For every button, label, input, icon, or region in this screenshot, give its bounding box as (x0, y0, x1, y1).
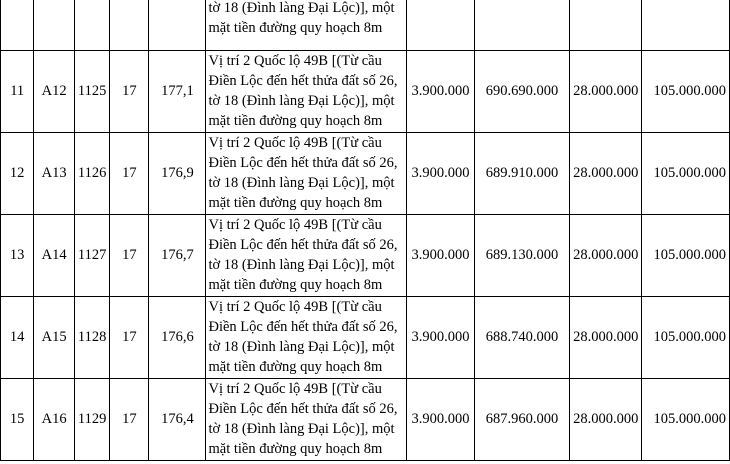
fee-a-cell: 28.000.000 (570, 379, 642, 461)
location-line: mặt tiền đường quy hoạch 8m (208, 113, 383, 129)
location-line: mặt tiền đường quy hoạch 8m (208, 359, 383, 375)
fee-b-cell (642, 0, 730, 51)
fee-b-cell: 105.000.000 (642, 379, 730, 461)
total-cell: 690.690.000 (474, 51, 569, 133)
total-cell: 689.910.000 (474, 133, 569, 215)
table-row (1, 215, 730, 297)
table-row (1, 379, 730, 461)
parcel-cell: 1128 (74, 297, 109, 379)
location-line: tờ 18 (Đình làng Đại Lộc)], một (208, 175, 395, 191)
stt-cell (1, 0, 34, 51)
location-line: Điền Lộc đến hết thửa đất số 26, (208, 401, 398, 417)
map-sheet-cell: 17 (110, 51, 149, 133)
parcel-cell (74, 0, 109, 51)
fee-b-cell: 105.000.000 (642, 51, 730, 133)
lot-cell: A15 (34, 297, 75, 379)
unit-price-cell: 3.900.000 (407, 379, 475, 461)
location-line: tờ 18 (Đình làng Đại Lộc)], một (208, 421, 395, 437)
unit-price-cell: 3.900.000 (407, 51, 475, 133)
location-cell (206, 215, 407, 297)
location-cell (206, 379, 407, 461)
fee-a-cell (570, 0, 642, 51)
unit-price-cell: 3.900.000 (407, 215, 475, 297)
location-line: mặt tiền đường quy hoạch 8m (208, 441, 383, 457)
table-row (1, 51, 730, 133)
fee-b-cell: 105.000.000 (642, 215, 730, 297)
map-sheet-cell: 17 (110, 133, 149, 215)
location-cell (206, 133, 407, 215)
location-cell (206, 297, 407, 379)
location-line: Điền Lộc đến hết thửa đất số 26, (208, 155, 398, 171)
lot-cell: A16 (34, 379, 75, 461)
table-row-fragment (1, 0, 730, 51)
total-cell: 688.740.000 (474, 297, 569, 379)
location-cell (206, 51, 407, 133)
location-line: mặt tiền đường quy hoạch 8m (208, 277, 383, 293)
location-line: Vị trí 2 Quốc lộ 49B [(Từ cầu (208, 135, 382, 151)
location-line: Vị trí 2 Quốc lộ 49B [(Từ cầu (208, 381, 382, 397)
map-sheet-cell: 17 (110, 215, 149, 297)
lot-cell (34, 0, 75, 51)
stt-cell: 13 (1, 215, 34, 297)
stt-cell: 14 (1, 297, 34, 379)
location-line: tờ 18 (Đình làng Đại Lộc)], một (208, 0, 395, 16)
fee-a-cell: 28.000.000 (570, 215, 642, 297)
area-cell: 176,4 (149, 379, 206, 461)
parcel-cell: 1127 (74, 215, 109, 297)
lot-cell: A13 (34, 133, 75, 215)
lot-cell: A14 (34, 215, 75, 297)
total-cell: 689.130.000 (474, 215, 569, 297)
area-cell: 176,9 (149, 133, 206, 215)
unit-price-cell: 3.900.000 (407, 297, 475, 379)
location-line: Vị trí 2 Quốc lộ 49B [(Từ cầu (208, 217, 382, 233)
location-line: mặt tiền đường quy hoạch 8m (208, 195, 383, 211)
stt-cell: 11 (1, 51, 34, 133)
location-line: tờ 18 (Đình làng Đại Lộc)], một (208, 339, 395, 355)
area-cell: 176,6 (149, 297, 206, 379)
location-line: tờ 18 (Đình làng Đại Lộc)], một (208, 93, 395, 109)
area-cell: 177,1 (149, 51, 206, 133)
map-sheet-cell: 17 (110, 297, 149, 379)
table-row (1, 133, 730, 215)
lot-cell: A12 (34, 51, 75, 133)
total-cell: 687.960.000 (474, 379, 569, 461)
location-cell (206, 0, 407, 51)
table-row (1, 297, 730, 379)
location-line: tờ 18 (Đình làng Đại Lộc)], một (208, 257, 395, 273)
fee-a-cell: 28.000.000 (570, 297, 642, 379)
fee-b-cell: 105.000.000 (642, 133, 730, 215)
stt-cell: 12 (1, 133, 34, 215)
map-sheet-cell (110, 0, 149, 51)
unit-price-cell: 3.900.000 (407, 133, 475, 215)
fee-a-cell: 28.000.000 (570, 51, 642, 133)
fee-b-cell: 105.000.000 (642, 297, 730, 379)
total-cell (474, 0, 569, 51)
parcel-cell: 1126 (74, 133, 109, 215)
location-line: Vị trí 2 Quốc lộ 49B [(Từ cầu (208, 53, 382, 69)
location-line: mặt tiền đường quy hoạch 8m (208, 20, 383, 36)
location-line: Điền Lộc đến hết thửa đất số 26, (208, 237, 398, 253)
location-line: Vị trí 2 Quốc lộ 49B [(Từ cầu (208, 299, 382, 315)
unit-price-cell (407, 0, 475, 51)
area-cell (149, 0, 206, 51)
area-cell: 176,7 (149, 215, 206, 297)
parcel-cell: 1129 (74, 379, 109, 461)
map-sheet-cell: 17 (110, 379, 149, 461)
fee-a-cell: 28.000.000 (570, 133, 642, 215)
parcel-cell: 1125 (74, 51, 109, 133)
location-line: Điền Lộc đến hết thửa đất số 26, (208, 73, 398, 89)
location-line: Điền Lộc đến hết thửa đất số 26, (208, 319, 398, 335)
stt-cell: 15 (1, 379, 34, 461)
